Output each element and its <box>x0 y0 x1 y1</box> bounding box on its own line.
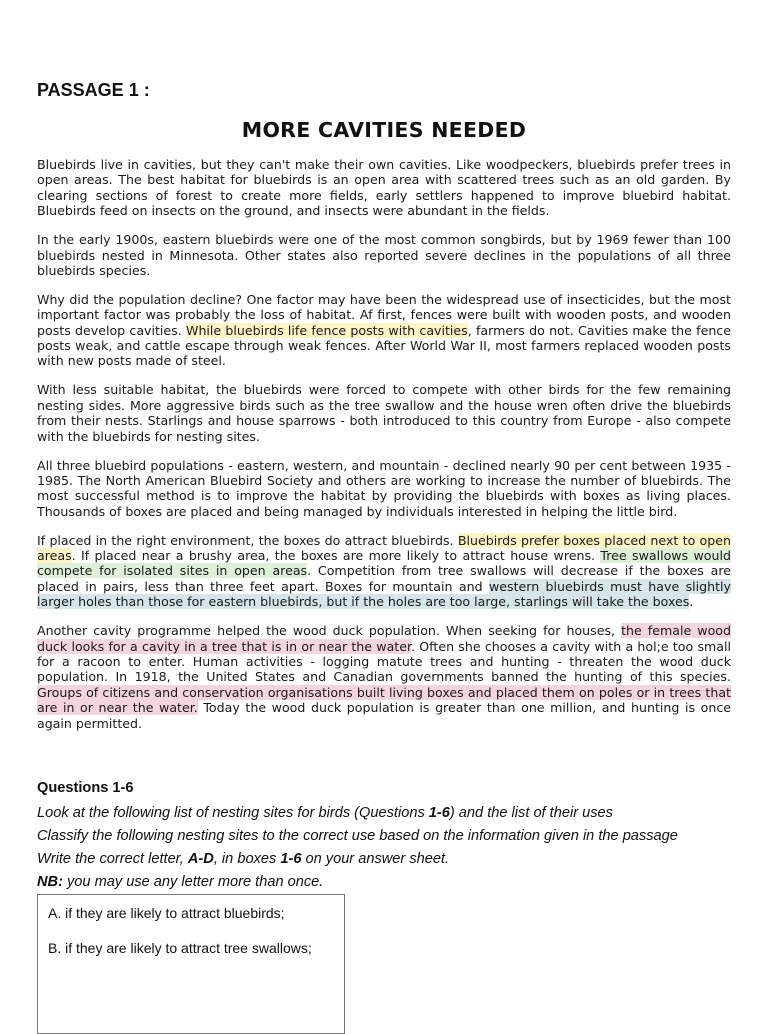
text-run: , farmers do not. Cavities make the fence posts weak, and cattle escape through weak fences. After World War II, most farmers replaced wooden posts with new posts made of steel. <box>37 322 731 369</box>
options-box <box>37 894 345 1034</box>
text-run: Look at the following list of nesting sites for birds (Questions <box>37 805 429 821</box>
instruction-line-1 <box>37 802 737 825</box>
highlight-yellow: Bluebirds prefer boxes placed next to open areas <box>37 532 731 564</box>
text-run: . Competition from tree swallows will decrease if the boxes are placed in pairs, less than three feet apart. Boxes for mountain and <box>37 563 731 594</box>
questions-section <box>37 779 737 894</box>
text-run: In the early 1900s, eastern bluebirds were one of the most common songbirds, but by 1969 fewer than 100 bluebirds nested in Minnesota. Other states also reported severe declines in the populations of all three bluebirds species. <box>37 232 731 278</box>
text-run: you may use any letter more than once. <box>62 874 324 890</box>
paragraph-4 <box>37 382 731 444</box>
instruction-line-2: Classify the following nesting sites to the correct use based on the information given in the passage <box>37 828 678 844</box>
text-run: . <box>689 594 694 610</box>
passage-title: MORE CAVITIES NEEDED <box>241 118 527 142</box>
text-run: With less suitable habitat, the bluebirds were forced to compete with other birds for the few remaining nesting sides. More aggressive birds such as the tree swallow and the house wren often drive the bluebirds from their nests. Starlings and house sparrows - both introduced to this country from Europe - also compete with the bluebirds for nesting sites. <box>37 382 731 444</box>
bold-run: A-D <box>187 851 214 867</box>
paragraph-2 <box>37 232 731 278</box>
instruction-line-3 <box>37 848 737 871</box>
passage-body <box>37 157 731 745</box>
text-run: Bluebirds live in cavities, but they can't make their own cavities. Like woodpeckers, bluebirds prefer trees in open areas. The best habitat for bluebirds is an open area with scattered trees such as an old garden. By clearing sections of forest to create more fields, early settlers happened to improve bluebird habitat. Bluebirds feed on insects on the ground, and insects were abundant in the fields. <box>37 157 731 219</box>
text-run: . Often she chooses a cavity with a hol;e too small for a racoon to enter. Human activities - logging matute trees and hunting - threaten the wood duck population. In 1918, the United States and Canadian governments banned the hunting of this species. <box>37 638 731 685</box>
bold-run: NB: <box>37 874 63 890</box>
passage-label: PASSAGE 1 : <box>37 80 150 100</box>
text-run: , in boxes <box>213 851 281 867</box>
text-run: If placed in the right environment, the boxes do attract bluebirds. <box>37 532 458 548</box>
text-run: on your answer sheet. <box>301 851 450 867</box>
option-b: B. if they are likely to attract tree swallows; <box>48 940 312 956</box>
text-run: Today the wood duck population is greater than one million, and hunting is once again permitted. <box>37 700 731 731</box>
highlight-pink: the female wood duck looks for a cavity in a tree that is in or near the water <box>37 623 731 654</box>
text-run: . If placed near a brushy area, the boxes are more likely to attract house wrens. <box>71 548 601 564</box>
highlight-blue: western bluebirds must have slightly larger holes than those for eastern bluebirds, but if the holes are too large, starlings will take the boxes <box>37 578 731 610</box>
bold-run: 1-6 <box>428 805 450 821</box>
paragraph-3 <box>37 292 731 369</box>
text-run: Why did the population decline? One factor may have been the widespread use of insecticides, but the most important factor was probably the loss of habitat. Af first, fences were built with wooden posts, and wooden posts develop cavities. <box>37 291 731 338</box>
text-run: All three bluebird populations - eastern, western, and mountain - declined nearly 90 per cent between 1935 - 1985. The North American Bluebird Society and others are working to increase the number of bluebirds. The most successful method is to improve the habitat by providing the bluebirds with boxes as living places. Thousands of boxes are placed and being managed by individuals interested in helping the little bird. <box>37 457 731 519</box>
paragraph-5 <box>37 458 731 520</box>
questions-heading: Questions 1-6 <box>37 780 134 796</box>
text-run: ) and the list of their uses <box>449 805 613 821</box>
text-run: Another cavity programme helped the wood duck population. When seeking for houses, <box>37 623 622 639</box>
highlight-yellow: While bluebirds life fence posts with cavities <box>186 322 468 338</box>
option-a: A. if they are likely to attract bluebirds; <box>48 905 285 921</box>
paragraph-7 <box>37 623 731 731</box>
paragraph-1 <box>37 157 731 219</box>
highlight-green: Tree swallows would compete for isolated sites in open areas <box>37 548 731 579</box>
text-run: Write the correct letter, <box>37 851 188 867</box>
highlight-pink: Groups of citizens and conservation organisations built living boxes and placed them on poles or in trees that are in or near the water. <box>37 684 731 716</box>
paragraph-6 <box>37 533 731 610</box>
bold-run: 1-6 <box>280 851 302 867</box>
instruction-line-4 <box>37 871 737 894</box>
